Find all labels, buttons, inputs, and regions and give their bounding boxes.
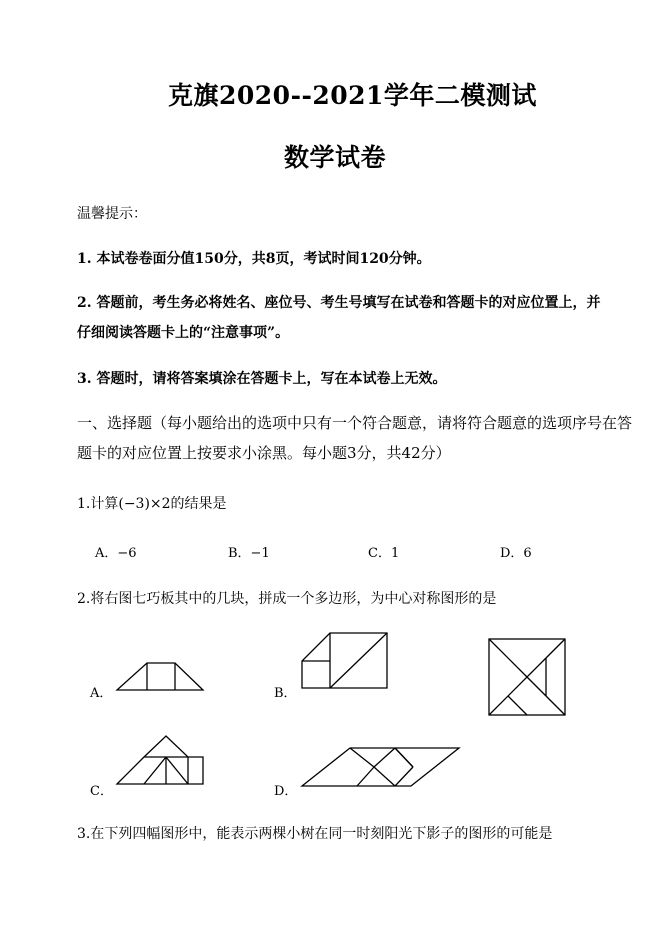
question-1-option-b: B．−1 [228,546,270,561]
question-2-label-d: D． [274,784,298,799]
tips-heading: 温馨提示： [77,206,147,222]
figure-tangram-square [488,638,568,718]
figure-option-c-tangram [116,735,208,787]
page-subtitle: 数学试卷 [284,143,387,172]
section-heading-line-1: 一、选择题（每小题给出的选项中只有一个符合题意，请将符合题意的选项序号在答 [77,414,633,432]
question-1-option-a: A．−6 [95,546,137,561]
tip-item-2-line-2: 仔细阅读答题卡上的“注意事项”。 [77,325,290,341]
tip-item-2-line-1: 2. 答题前，考生务必将姓名、座位号、考生号填写在试卷和答题卡的对应位置上，并 [77,295,601,311]
question-1-option-c: C．1 [368,546,400,561]
question-1-option-d: D．6 [500,546,532,561]
question-1-text: 1.计算(−3)×2的结果是 [77,496,227,512]
question-2-text: 2.将右图七巧板其中的几块，拼成一个多边形，为中心对称图形的是 [77,591,497,607]
section-heading-line-2: 题卡的对应位置上按要求小涂黑。每小题3分，共42分） [77,444,451,462]
tip-item-3: 3. 答题时，请将答案填涂在答题卡上，写在本试卷上无效。 [77,371,447,387]
figure-option-b-tangram [301,632,391,690]
question-3-text: 3.在下列四幅图形中，能表示两棵小树在同一时刻阳光下影子的图形的可能是 [77,826,553,842]
question-2-label-b: B． [274,686,297,701]
tip-item-1: 1. 本试卷卷面分值150分，共8页，考试时间120分钟。 [77,251,431,267]
figure-option-d-parallelogram [301,747,463,789]
figure-option-a-trapezoid [116,662,206,692]
question-2-label-c: C． [90,784,113,799]
page-title: 克旗2020--2021学年二模测试 [168,81,537,110]
question-2-label-a: A． [90,686,113,701]
